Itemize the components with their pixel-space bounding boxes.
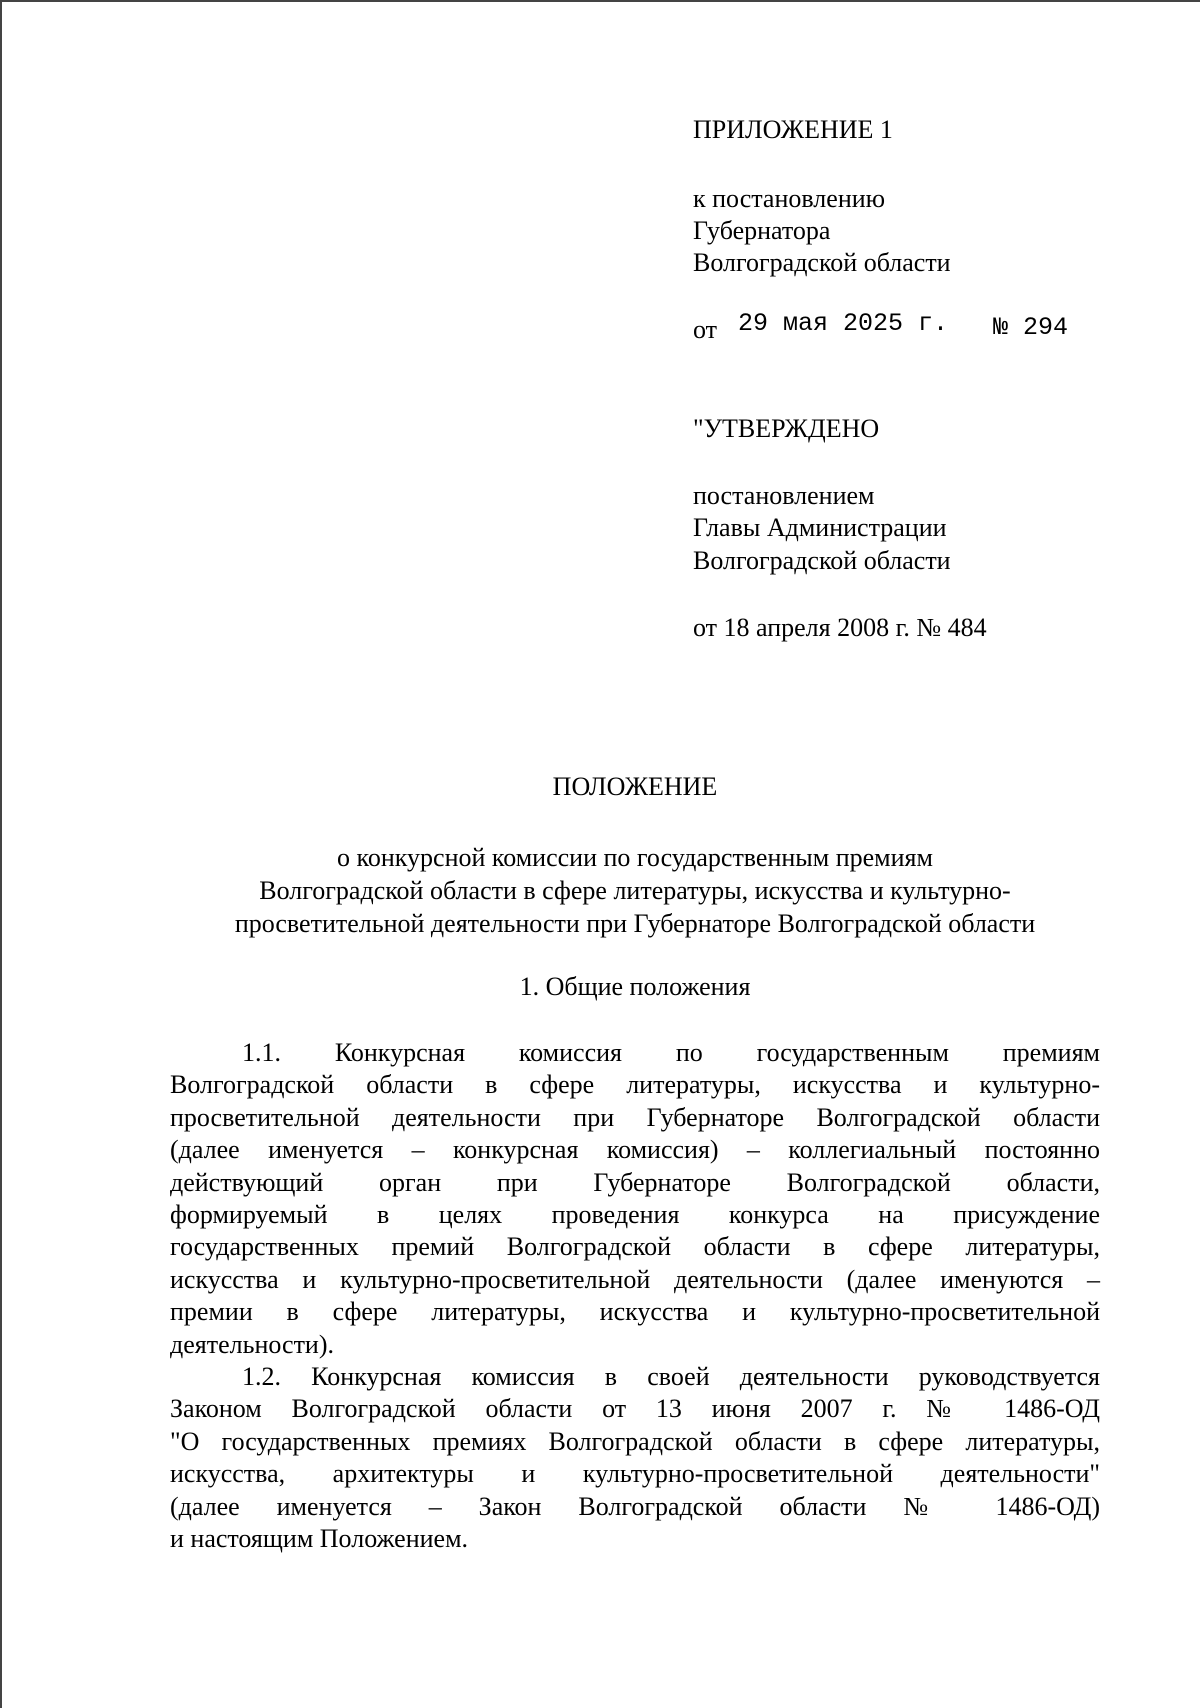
appendix-date-prefix: от	[693, 315, 718, 344]
paragraph-line: Законом Волгоградской области от 13 июня 2007 г. № 1486-ОД	[170, 1394, 1100, 1424]
appendix-title: ПРИЛОЖЕНИЕ 1	[693, 115, 893, 144]
appendix-to-line-3: Волгоградской области	[693, 248, 951, 277]
appendix-to-line-2: Губернатора	[693, 216, 831, 245]
paragraph-line: 1.2. Конкурсная комиссия в своей деятельности руководствуется	[242, 1362, 1100, 1391]
appendix-number-value: № 294	[993, 313, 1069, 342]
document-subtitle-line-1: о конкурсной комиссии по государственным премиям	[337, 843, 933, 872]
appendix-date-value: 29 мая 2025 г.	[738, 309, 949, 338]
paragraph-line: искусства и культурно-просветительной деятельности (далее именуются –	[170, 1264, 1100, 1294]
paragraph-line: Волгоградской области в сфере литературы, искусства и культурно-	[170, 1070, 1100, 1100]
approved-line-2: Главы Администрации	[693, 513, 947, 542]
paragraph-line: формируемый в целях проведения конкурса на присуждение	[170, 1199, 1100, 1229]
document-subtitle-line-3: просветительной деятельности при Губернаторе Волгоградской области	[234, 909, 1036, 938]
paragraph-line: (далее именуется – конкурсная комиссия) – коллегиальный постоянно	[170, 1135, 1100, 1165]
scan-edge-left	[0, 0, 2, 1708]
appendix-to-line-1: к постановлению	[693, 184, 886, 213]
paragraph-line: государственных премий Волгоградской области в сфере литературы,	[170, 1232, 1100, 1262]
document-subtitle-line-2: Волгоградской области в сфере литературы, искусства и культурно-	[259, 876, 1011, 905]
paragraph-line: 1.1. Конкурсная комиссия по государственным премиям	[242, 1038, 1100, 1067]
paragraph-line: просветительной деятельности при Губернаторе Волгоградской области	[170, 1102, 1100, 1132]
paragraph-line: искусства, архитектуры и культурно-просветительной деятельности"	[170, 1459, 1100, 1489]
section-title: 1. Общие положения	[519, 972, 751, 1001]
paragraph-line: и настоящим Положением.	[170, 1523, 469, 1553]
approved-line-1: постановлением	[693, 481, 875, 510]
paragraph-line: "О государственных премиях Волгоградской области в сфере литературы,	[170, 1426, 1100, 1456]
paragraph-1-2	[170, 1361, 1100, 1555]
scan-edge-top	[0, 0, 1200, 2]
paragraph-1-1	[170, 1037, 1100, 1361]
paragraph-line: премии в сфере литературы, искусства и культурно-просветительной	[170, 1297, 1100, 1327]
paragraph-line: (далее именуется – Закон Волгоградской области № 1486-ОД)	[170, 1491, 1100, 1521]
approved-line-3: Волгоградской области	[693, 546, 951, 575]
document-heading: ПОЛОЖЕНИЕ	[552, 772, 718, 801]
paragraph-line: деятельности).	[170, 1329, 334, 1359]
approved-title: "УТВЕРЖДЕНО	[693, 414, 880, 443]
approved-date: от 18 апреля 2008 г. № 484	[693, 613, 987, 642]
paragraph-line: действующий орган при Губернаторе Волгоградской области,	[170, 1167, 1100, 1197]
